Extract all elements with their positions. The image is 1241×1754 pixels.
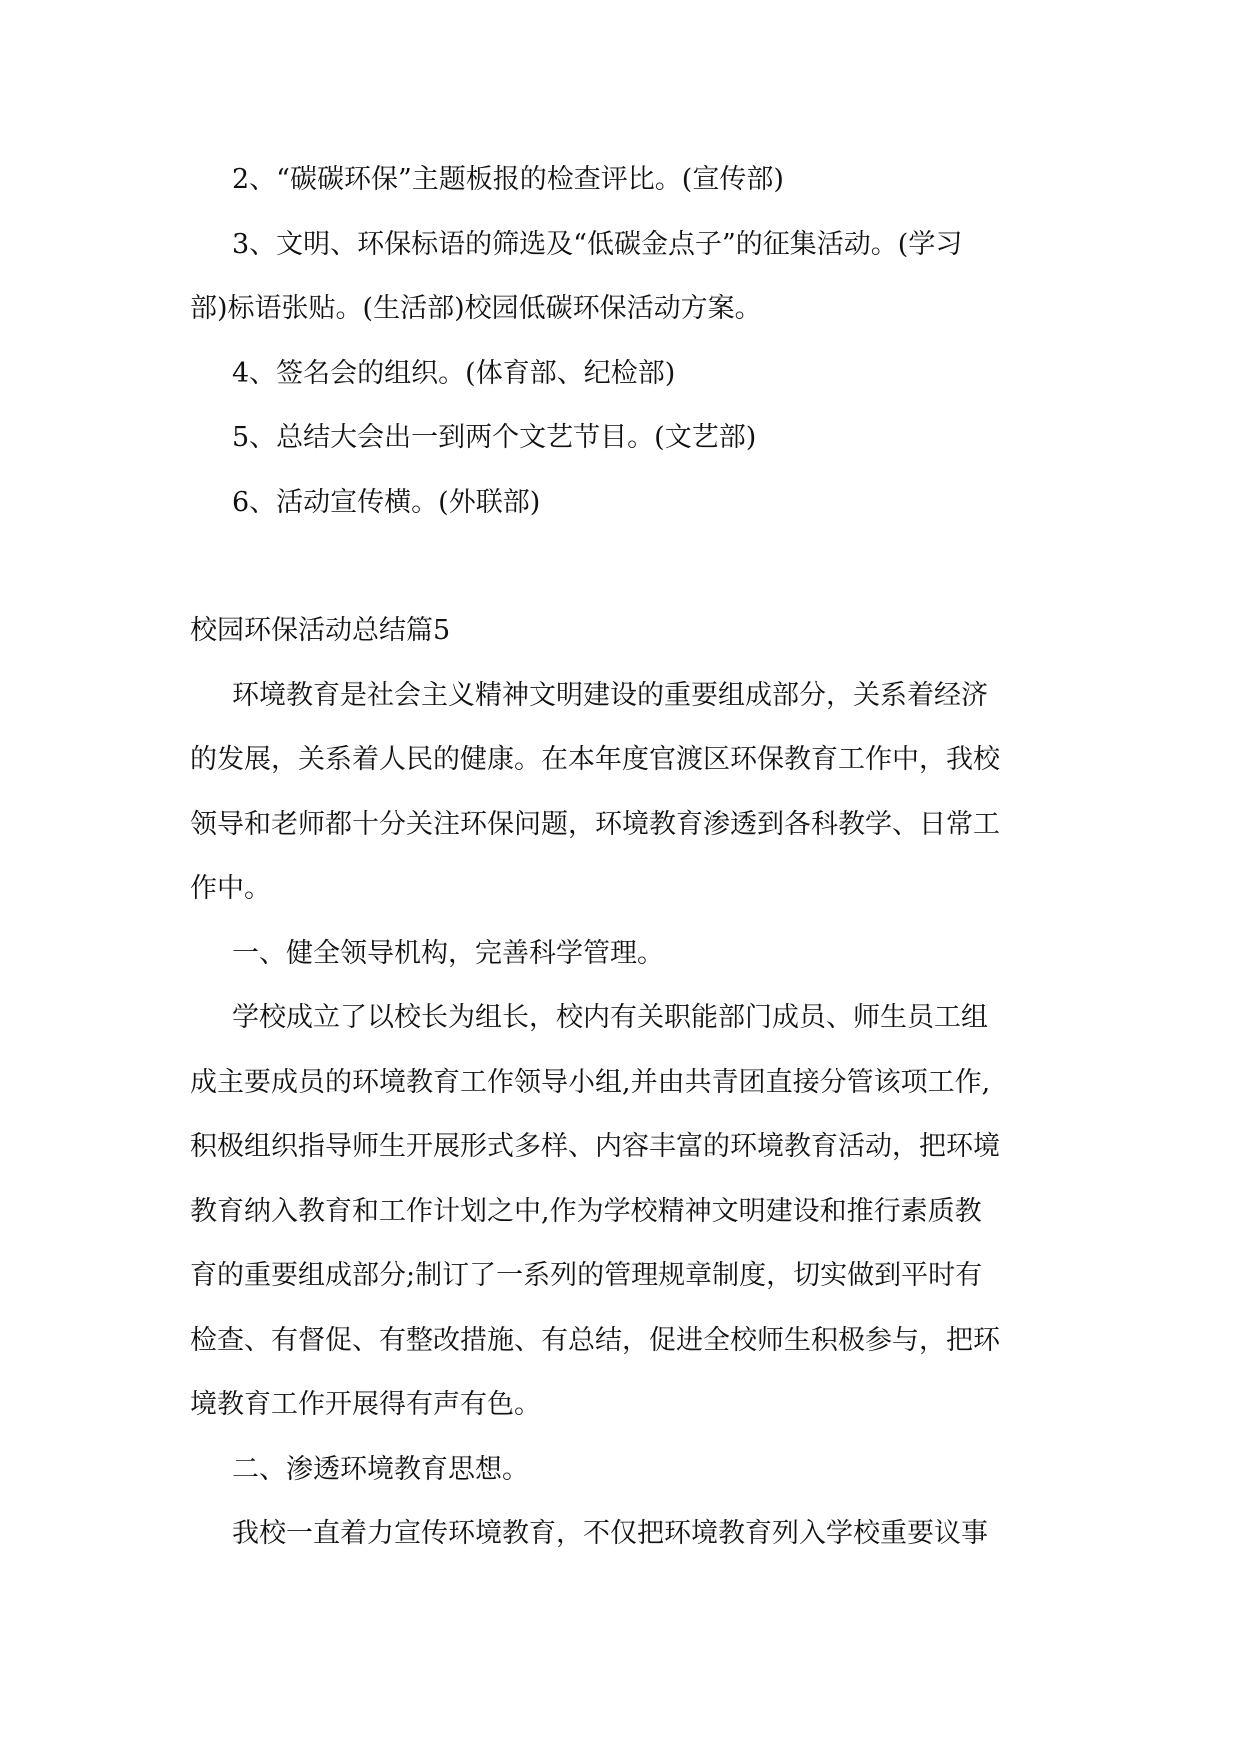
paragraph-line: 成主要成员的环境教育工作领导小组,并由共青团直接分管该项工作, bbox=[190, 1066, 991, 1098]
list-item: 6、活动宣传横。(外联部) bbox=[232, 486, 541, 518]
document-body bbox=[190, 148, 1052, 1567]
paragraph-line: 的发展，关系着人民的健康。在本年度官渡区环保教育工作中，我校 bbox=[190, 744, 1000, 775]
list-item-continuation: 部)标语张贴。(生活部)校园低碳环保活动方案。 bbox=[190, 293, 762, 324]
paragraph-line: 教育纳入教育和工作计划之中,作为学校精神文明建设和推行素质教 bbox=[190, 1195, 982, 1227]
list-item: 4、签名会的组织。(体育部、纪检部) bbox=[232, 357, 676, 389]
paragraph-line: 环境教育是社会主义精神文明建设的重要组成部分，关系着经济 bbox=[232, 679, 988, 711]
paragraph-line: 学校成立了以校长为组长，校内有关职能部门成员、师生员工组 bbox=[232, 1002, 988, 1033]
list-item: 5、总结大会出一到两个文艺节目。(文艺部) bbox=[232, 422, 757, 453]
paragraph-line: 积极组织指导师生开展形式多样、内容丰富的环境教育活动，把环境 bbox=[190, 1131, 1000, 1162]
paragraph-line: 境教育工作开展得有声有色。 bbox=[190, 1389, 541, 1420]
section-heading: 一、健全领导机构，完善科学管理。 bbox=[232, 937, 664, 969]
list-item: 2、“碳碳环保”主题板报的检查评比。(宣传部) bbox=[232, 164, 784, 195]
paragraph-line: 育的重要组成部分;制订了一系列的管理规章制度，切实做到平时有 bbox=[190, 1260, 983, 1291]
section-heading: 二、渗透环境教育思想。 bbox=[232, 1453, 529, 1485]
section-spacer bbox=[190, 535, 1052, 599]
paragraph-line: 作中。 bbox=[190, 873, 271, 904]
paragraph-line: 领导和老师都十分关注环保问题，环境教育渗透到各科教学、日常工 bbox=[190, 808, 1000, 840]
list-item: 3、文明、环保标语的筛选及“低碳金点子”的征集活动。(学习 bbox=[232, 228, 963, 260]
paragraph-line: 我校一直着力宣传环境教育，不仅把环境教育列入学校重要议事 bbox=[232, 1518, 988, 1549]
paragraph-line: 检查、有督促、有整改措施、有总结，促进全校师生积极参与，把环 bbox=[190, 1324, 1000, 1356]
section-title: 校园环保活动总结篇5 bbox=[190, 615, 451, 646]
